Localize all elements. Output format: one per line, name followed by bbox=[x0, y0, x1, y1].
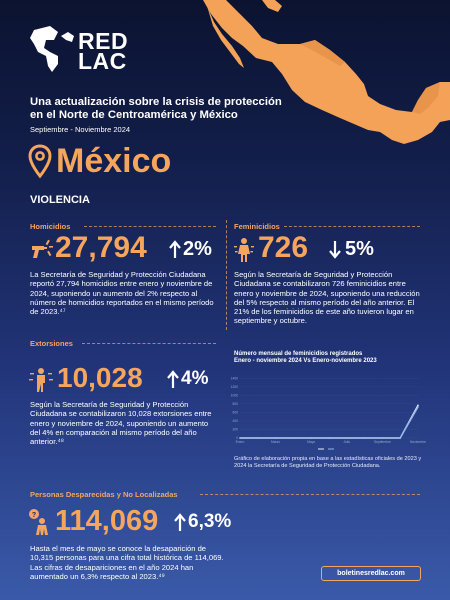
feminicidios-value: 726 bbox=[258, 231, 309, 264]
chart-x-tick-label: Septiembre bbox=[373, 440, 391, 444]
chart-point bbox=[399, 437, 401, 439]
feminicidios-change: 5% bbox=[345, 238, 374, 260]
headline-line1: Una actualización sobre la crisis de protección bbox=[30, 96, 282, 108]
divider bbox=[284, 226, 420, 227]
chart-y-tick-label: 800 bbox=[232, 401, 238, 406]
homicidios-change: 2% bbox=[183, 238, 212, 260]
chart-point bbox=[417, 406, 419, 408]
chart-x-tick-label: Marzo bbox=[271, 440, 281, 444]
chart-title-line1: Número mensual de feminicidios registrados bbox=[234, 351, 363, 357]
chart-y-tick-label: 400 bbox=[232, 418, 238, 423]
chart-series-line-1 bbox=[240, 405, 418, 438]
date-range: Septiembre - Noviembre 2024 bbox=[30, 125, 131, 134]
extortion-icon bbox=[29, 367, 53, 393]
website-link[interactable]: boletinesredlac.com bbox=[321, 566, 421, 581]
divider-vertical bbox=[226, 220, 227, 330]
arrow-up-icon bbox=[167, 370, 179, 389]
chart-y-tick-label: 0 bbox=[236, 436, 238, 440]
desaparecidas-change: 6,3% bbox=[188, 511, 232, 532]
desaparecidas-value: 114,069 bbox=[55, 505, 159, 537]
divider bbox=[84, 226, 216, 227]
gun-icon bbox=[29, 237, 53, 263]
chart-series-line-2 bbox=[240, 407, 418, 438]
chart-title-line2: Enero - noviembre 2024 Vs Enero-noviembre 2023 bbox=[234, 358, 377, 364]
homicidios-text: La Secretaría de Seguridad y Protección Ciudadana reportó 27,794 homicidios entre enero y noviembre de 2024, suponiendo un aumento del 2% respecto al número de homicidios reportados en el mismo período de 2023.⁴⁷ bbox=[30, 270, 214, 317]
feminicidios-line-chart bbox=[228, 370, 424, 458]
arrow-up-icon bbox=[169, 240, 181, 259]
svg-text:?: ? bbox=[31, 512, 37, 519]
chart-point bbox=[293, 437, 295, 439]
chart-point bbox=[382, 437, 384, 439]
chart-y-tick-label: 600 bbox=[232, 410, 238, 415]
desaparecidas-text: Hasta el mes de mayo se conoce la desaparición de 10,315 personas para una cifra total histórica de 114,069. Las cifras de desapariciones en el año 2024 han aumentado un 6,3% respecto al 2023.⁴⁹ bbox=[30, 544, 224, 581]
arrow-up-icon bbox=[174, 513, 186, 532]
chart-y-tick-label: 1000 bbox=[230, 393, 238, 398]
americas-globe-logo-icon bbox=[28, 26, 76, 72]
desaparecidas-label: Personas Desparecidas y No Localizadas bbox=[30, 490, 178, 499]
extorsiones-text: Según la Secretaría de Seguridad y Protección Ciudadana se contabilizaron 10,028 extorsiones entre enero y noviembre de 2024, suponiendo un aumento del 4% en comparación al mismo período del año anterior.⁴⁸ bbox=[30, 400, 212, 447]
chart-point bbox=[328, 437, 330, 439]
chart-y-tick-label: 200 bbox=[232, 427, 238, 432]
chart-point bbox=[310, 437, 312, 439]
divider bbox=[82, 343, 216, 344]
feminicidios-label: Feminicidios bbox=[234, 222, 280, 231]
chart-x-tick-label: Noviembre bbox=[410, 440, 426, 444]
logo-text-lac: LAC bbox=[78, 48, 127, 74]
location-pin-icon bbox=[29, 145, 51, 177]
chart-y-tick-label: 1200 bbox=[230, 384, 238, 389]
chart-point bbox=[346, 437, 348, 439]
extorsiones-value: 10,028 bbox=[57, 362, 143, 393]
chart-point bbox=[364, 437, 366, 439]
chart-point bbox=[257, 437, 259, 439]
logo-text-red: RED bbox=[78, 28, 129, 54]
chart-point bbox=[275, 437, 277, 439]
country-name: México bbox=[56, 142, 172, 180]
missing-person-icon bbox=[27, 508, 51, 536]
chart-point bbox=[417, 405, 419, 407]
headline-line2: en el Norte de Centroamérica y México bbox=[30, 109, 238, 121]
chart-y-tick-label: 1400 bbox=[230, 376, 238, 381]
feminicidios-text: Según la Secretaría de Seguridad y Protección Ciudadana se contabilizaron 726 feminicidios entre enero y noviembre de 2024, suponiendo una reducción del 5% respecto al mismo período del año anterior. El 21% de los feminicidios de este año tuvieron lugar en septiembre y octubre. bbox=[234, 270, 420, 326]
woman-victim-icon bbox=[233, 237, 255, 263]
section-title: VIOLENCIA bbox=[30, 194, 90, 206]
arrow-down-icon bbox=[329, 240, 341, 259]
chart-point bbox=[239, 437, 241, 439]
extorsiones-change: 4% bbox=[181, 368, 209, 389]
divider bbox=[200, 494, 420, 495]
extorsiones-label: Extorsiones bbox=[30, 339, 73, 348]
chart-x-tick-label: Enero bbox=[235, 440, 245, 444]
homicidios-label: Homicidios bbox=[30, 222, 71, 231]
chart-x-tick-label: Mayo bbox=[307, 440, 316, 444]
chart-footnote: Gráfico de elaboración propia en base a las estadísticas oficiales de 2023 y 2024 la Secretaría de Seguridad de Protección Ciudadana. bbox=[234, 456, 422, 469]
chart-x-tick-label: Julio bbox=[343, 440, 351, 444]
homicidios-value: 27,794 bbox=[55, 231, 147, 264]
